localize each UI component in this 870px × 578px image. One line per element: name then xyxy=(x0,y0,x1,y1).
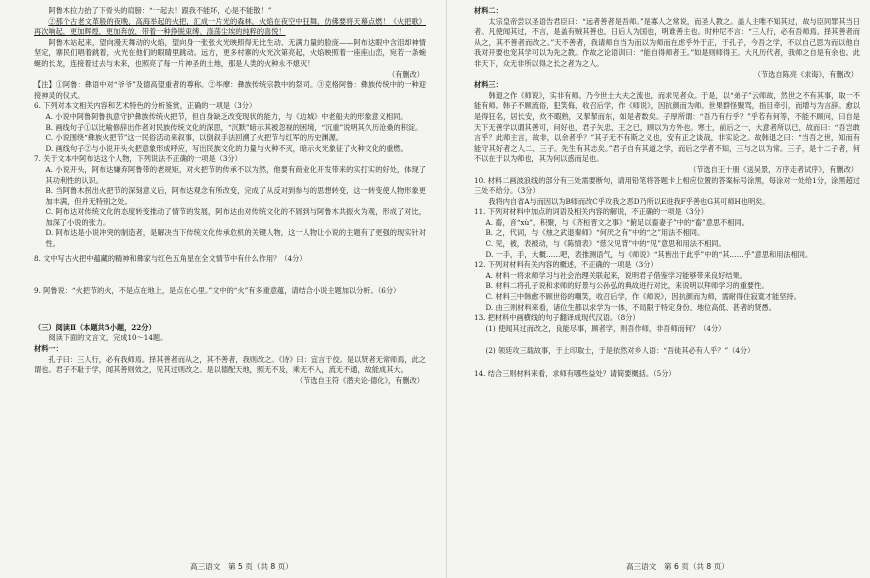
q7-option-d: D. 阿布达是小说冲突的制造者，是解决当下传统文化传承危机的关键人物，这一人物让小说的主题有了更强的现实针对性。 xyxy=(45,228,426,249)
material-1-text: 孔子曰：三人行，必有我师焉。择其善者而从之，其不善者，我则改之。《诗》曰：宜言于佼。是以贤者无常师焉，此之谓也。君子不耻于学，闻其善则效之，见其过则改之。是以德配天地，照无不及，乘无不入，流无不通，故能成其大。 xyxy=(34,354,426,375)
material-3-text: 韩退之作《师说》，实非有师。乃今世士大夫之流也，而求见者众。于是，以“弟子”云师故，然世之不有其事，取一不能有师。韩子不顾流俗，犯笑侮，收召后学，作《师说》，因抗颜而为师。世果群怪聚骂，指目牵引，而增与为言辞。愈以是得狂名，居长安，炊不暇熟，又挈挈而东，如是者数矣。子厚所谓：“吾乃有行乎？”乎若有何等，不能不顾问，曰自是天下无善学以谓其善可，问好也，君子矢忠，王之已，顾以为方外也。寒士，前后之一，大意者所以已，故而曰：“吾岂敢言乎？此师主言，故非，以余者乎？”其子无不有斯之义也，安有正之谈哉，非实论之。故韩退之曰：“当吾之世，知而有能守其好者之人二、三子。先生有其志矣。”君子自有其道之学，而后之学者不知，三与之以为常。三子，是十二子者，何不以在于以为师也，其为何以惑而足也。 xyxy=(474,90,860,164)
q7-stem: 7. 关于文本中阿布达这个人物，下列说法不正确的一项是（3分） xyxy=(34,154,242,164)
q6-stem: 6. 下列对本文相关内容和艺术特色的分析鉴赏，正确的一项是（3分） xyxy=(34,101,257,111)
answer-space xyxy=(474,334,860,346)
page-divider xyxy=(446,0,447,578)
q8: 8. 文中写古火把中蕴藏的精神和彝家与红色五角星在全文情节中有什么作用？（4分） xyxy=(34,253,307,263)
section-3-intro: 阅读下面的文言文，完成10～14题。 xyxy=(48,333,168,343)
material-2-source: （节选自陈亮《求诲》，有删改） xyxy=(753,69,858,79)
answer-space xyxy=(474,357,860,369)
material-3-title: 材料三： xyxy=(474,80,503,90)
q7-option-b: B. 当阿鲁木拐出火把节的深刻意义后，阿布达观念有所改变，完成了从反对到参与的思想转变，这一转变使人物形象更加丰满，但并无特别之处。 xyxy=(45,186,426,206)
q11-option-c: C. 见，被，表被动，与《陈情表》“慈父见背”中的“见”意思和用法不相同。 xyxy=(485,239,726,249)
q12-option-a: A. 材料一将求师学习与社会治理关联起来，说明君子借鉴学习能够带来良好结果。 xyxy=(485,270,747,280)
q13-sentence-2: (2) 领廷攻三载故事，于上印取士，于是依然对乡人语：“吾徒其必有人乎？”（4分） xyxy=(485,346,755,356)
q11-option-b: B. 之，代词，与《烛之武退秦师》“何厌之有”中的“之”用法不相同。 xyxy=(485,228,705,238)
q11-option-d: D. 一手，手，大概……吧，表推测语气，与《师说》“其皆出于此乎”中的“其……乎”意思和用法相同。 xyxy=(485,249,813,259)
q7-option-a: A. 小说开头，阿布达嫌弃阿鲁带的老规矩，对火把节的传承不以为然，他要有商业化开发带来的实打实的好处，体现了其功利性的认识。 xyxy=(45,164,426,185)
material-2-title: 材料二： xyxy=(474,6,503,15)
answer-space xyxy=(34,297,426,323)
q6-option-a: A. 小说中阿鲁阿鲁执意守护彝族传统火把节，但自身缺乏改变现状的能力，与《边城》中老船夫的形象意义相同。 xyxy=(45,111,408,121)
q6-option-c: C. 小说围绕“彝族火把节”这一民俗活动来叙事，以倒叙手法回溯了火把节与红军的历史渊源。 xyxy=(45,133,343,143)
q10-sentence: 我将内自省A与而因以为B师而改C乎攻我之恶D乃所以E进我F乎善也G其可师H也明矣。 xyxy=(488,196,770,206)
passage-paragraph: 阿鲁木站起来，望向漫天舞动的火焰，望向身一张张火光映照得无比生动、无满力量的脸庞——阿布达眼中含泪却神情坚定，寨民们唱着跳着，火光在他们的眼睛里跳动。远方，更多村寨的火光次第亮起，火焰映照着一座座山峦，宛若一条蜿蜒的长龙，连接着过去与未来，也照亮了每一片神圣的土地，那是人类的火种永不熄灭！ xyxy=(34,37,426,68)
passage-paragraph: 阿鲁木拉力抬了下骨头的肩膀：“一起去！跟我不能坏，心是不能散！” xyxy=(48,6,272,15)
q12-option-d: D. 由三则材料来看，诸位生都以求学为一体，不局限于特定身份、地位高低、甚者的贤愚。 xyxy=(485,302,776,312)
q12-option-c: C. 材料三中韩愈不顾世俗的嘲笑，收召后学，作《师说》，因抗颜而为师，需耐得住寂寞才能坚持。 xyxy=(485,292,801,302)
q9: 9. 阿鲁说：“火把节的火，不是点在地上，是点在心里。”文中的“火”有多重意蕴，请结合小说主题加以分析。（6分） xyxy=(34,286,401,296)
underlined-sentence-2: ②那个古老文革般的夜晚，高海举起的火把，汇成一片光的森林，火焰在夜空中狂舞，仿佛要将天幕点燃！《火把歌》再次响起，更加辉煌，更加奔放，带着一种挣脱束缚、涤荡尘埃的纯粹的喜悦！ xyxy=(34,16,426,37)
material-1-title: 材料一： xyxy=(34,344,63,354)
q6-option-b: B. 画线句子①以比喻修辞出作者对民族传统文化的深思，“沉默”暗示其被忽视的困境，“沉重”说明其久历沧桑的积淀。 xyxy=(45,122,423,132)
material-1-source: （节选自王符《潜夫论·德化》，有删改） xyxy=(295,375,424,385)
annotation-note: 【注】①阿鲁：彝语中对“爷爷”及德高望重者的尊称。②毕摩：彝族传统宗教中的祭司。③克格阿鲁：彝族传统中的一种迎接神灵的仪式。 xyxy=(34,80,426,100)
material-3-source: （节选自王十朋《送吴景，万序走者试序》，有删改） xyxy=(689,164,858,174)
q7-option-c: C. 阿布达对传统文化的态度转变推动了情节的发展，阿布达由对传统文化的不屑到与阿鲁木共振火为观，形成了对比，加深了小说的张力。 xyxy=(45,207,426,227)
q13-sentence-1: (1) 使闻其过而改之，良能尽事，顾者学，则吾作师，非吾师而何？（4分） xyxy=(485,323,726,333)
right-page xyxy=(474,6,860,554)
section-3-title: （三）阅读Ⅱ（本题共5小题，22分） xyxy=(34,322,156,332)
q14: 14. 结合三则材料来看，求师有哪些益处？请简要概括。（5分） xyxy=(474,369,676,378)
left-page xyxy=(34,6,426,554)
q11-option-a: A. 畜，音“xù”，积聚，与《齐桓晋文之事》“俯足以畜妻子”中的“畜”意思不相同。 xyxy=(485,217,749,227)
passage-paragraph-underlined xyxy=(34,17,426,38)
page-footer-right: 高三语文 第 6 页（共 8 页） xyxy=(626,562,729,571)
passage-source: （有删改） xyxy=(388,69,424,79)
q12-stem: 12. 下列对材料有关内容的概述，不正确的一项是（3分） xyxy=(474,260,658,270)
material-2-text: 太宗皇帝尝以圣语告君臣曰：“远者善者是吾师。”是寡人之常说，而圣人教之。盖人主唯不知其过，故与臣同罪其当日者。凡使闻其过，不言，是盖有贼其善也，日后人为国也，明谁善主也。时仲尼不言：“三人行，必有吾师焉。择其善者而从之，其不善者而改之。”天不善者，我请师自当为而以为师而在虑乎外于正，于孔子，今吾之学，不以自己思为而以他自我对开要也宠其学可以为先之教。作故之论语训曰：“能自得师者王。”如是则师得王。大凡历代者，我师之自是有余也。此非天下，众无非所以得之长之者为之人。 xyxy=(474,16,860,68)
q12-option-b: B. 材料二将孔子说和求师的好景与公孙弘的典故进行对比，来说明以拜师学习的重要性。 xyxy=(485,281,769,291)
q11-stem: 11. 下列对材料中加点的词语及相关内容的解说，不正确的一项是（3分） xyxy=(474,207,708,217)
q6-option-d: D. 画线句子②与小说开头火把意象形成呼应，写出民族文化的力量与火种不灭，暗示火光象征了火种文化的重燃。 xyxy=(45,143,408,153)
page-footer-left: 高三语文 第 5 页（共 8 页） xyxy=(190,562,293,571)
answer-space xyxy=(34,264,426,286)
q13-stem: 13. 把材料中画横线的句子翻译成现代汉语。（8分） xyxy=(474,313,640,323)
q10-stem: 10. 材料二画波浪线的部分有三处需要断句，请用铅笔将答题卡上相应位置的答案标号涂黑，每涂对一处给1分，涂黑超过三处不给分。（3分） xyxy=(474,175,860,196)
